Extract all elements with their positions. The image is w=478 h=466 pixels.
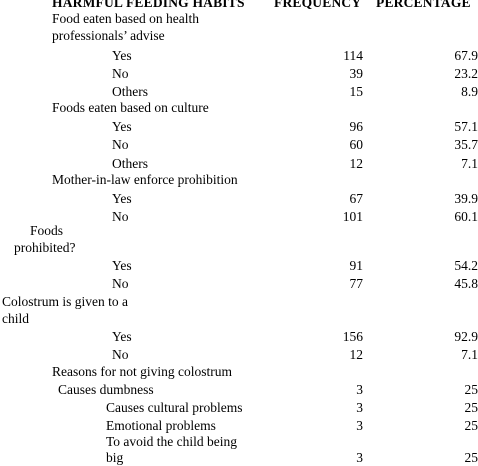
- row-label: No: [112, 66, 129, 82]
- row-frequency: 12: [350, 347, 364, 363]
- row-frequency: 3: [356, 400, 363, 416]
- row-label: prohibited?: [14, 240, 75, 256]
- header-habits: HARMFUL FEEDING HABITS: [52, 0, 245, 11]
- header-percentage: PERCENTAGE: [376, 0, 471, 11]
- row-percentage: 54.2: [454, 258, 478, 274]
- row-label: Others: [112, 156, 148, 172]
- row-label: Foods eaten based on culture: [52, 100, 209, 116]
- row-frequency: 67: [350, 191, 364, 207]
- row-label: Yes: [112, 191, 132, 207]
- row-frequency: 39: [350, 66, 364, 82]
- row-label: Yes: [112, 119, 132, 135]
- row-label: Yes: [112, 48, 132, 64]
- row-label: Yes: [112, 258, 132, 274]
- row-percentage: 25: [465, 418, 478, 434]
- row-label: Mother-in-law enforce prohibition: [52, 172, 238, 188]
- row-label: No: [112, 209, 129, 225]
- row-frequency: 96: [350, 119, 364, 135]
- row-percentage: 35.7: [454, 137, 478, 153]
- row-frequency: 12: [350, 156, 364, 172]
- row-label: Emotional problems: [106, 418, 216, 434]
- row-frequency: 101: [343, 209, 363, 225]
- row-label: No: [112, 347, 129, 363]
- row-percentage: 25: [465, 450, 478, 466]
- row-label: To avoid the child being: [106, 434, 237, 450]
- row-frequency: 3: [356, 418, 363, 434]
- row-percentage: 92.9: [454, 329, 478, 345]
- row-percentage: 8.9: [461, 84, 478, 100]
- header-frequency: FREQUENCY: [274, 0, 361, 11]
- row-label: Colostrum is given to a: [2, 294, 128, 310]
- row-label: Food eaten based on health: [52, 11, 199, 27]
- row-percentage: 60.1: [454, 209, 478, 225]
- row-frequency: 156: [343, 329, 363, 345]
- row-percentage: 23.2: [454, 66, 478, 82]
- row-percentage: 25: [465, 400, 478, 416]
- row-frequency: 91: [350, 258, 364, 274]
- row-label: big: [106, 450, 123, 466]
- row-label: Foods: [30, 223, 63, 239]
- row-frequency: 114: [343, 48, 363, 64]
- row-label: Causes dumbness: [58, 382, 154, 398]
- row-frequency: 3: [356, 450, 363, 466]
- row-percentage: 7.1: [461, 347, 478, 363]
- row-label: Reasons for not giving colostrum: [52, 364, 232, 380]
- row-percentage: 45.8: [454, 276, 478, 292]
- row-percentage: 67.9: [454, 48, 478, 64]
- row-label: Yes: [112, 329, 132, 345]
- row-frequency: 3: [356, 382, 363, 398]
- row-frequency: 15: [350, 84, 364, 100]
- row-label: Causes cultural problems: [106, 400, 242, 416]
- row-label: Others: [112, 84, 148, 100]
- row-frequency: 60: [350, 137, 364, 153]
- row-percentage: 7.1: [461, 156, 478, 172]
- row-percentage: 39.9: [454, 191, 478, 207]
- row-label: child: [2, 311, 29, 327]
- row-label: professionals’ advise: [52, 28, 165, 44]
- row-label: No: [112, 276, 129, 292]
- row-percentage: 25: [465, 382, 478, 398]
- row-frequency: 77: [350, 276, 364, 292]
- row-label: No: [112, 137, 129, 153]
- row-percentage: 57.1: [454, 119, 478, 135]
